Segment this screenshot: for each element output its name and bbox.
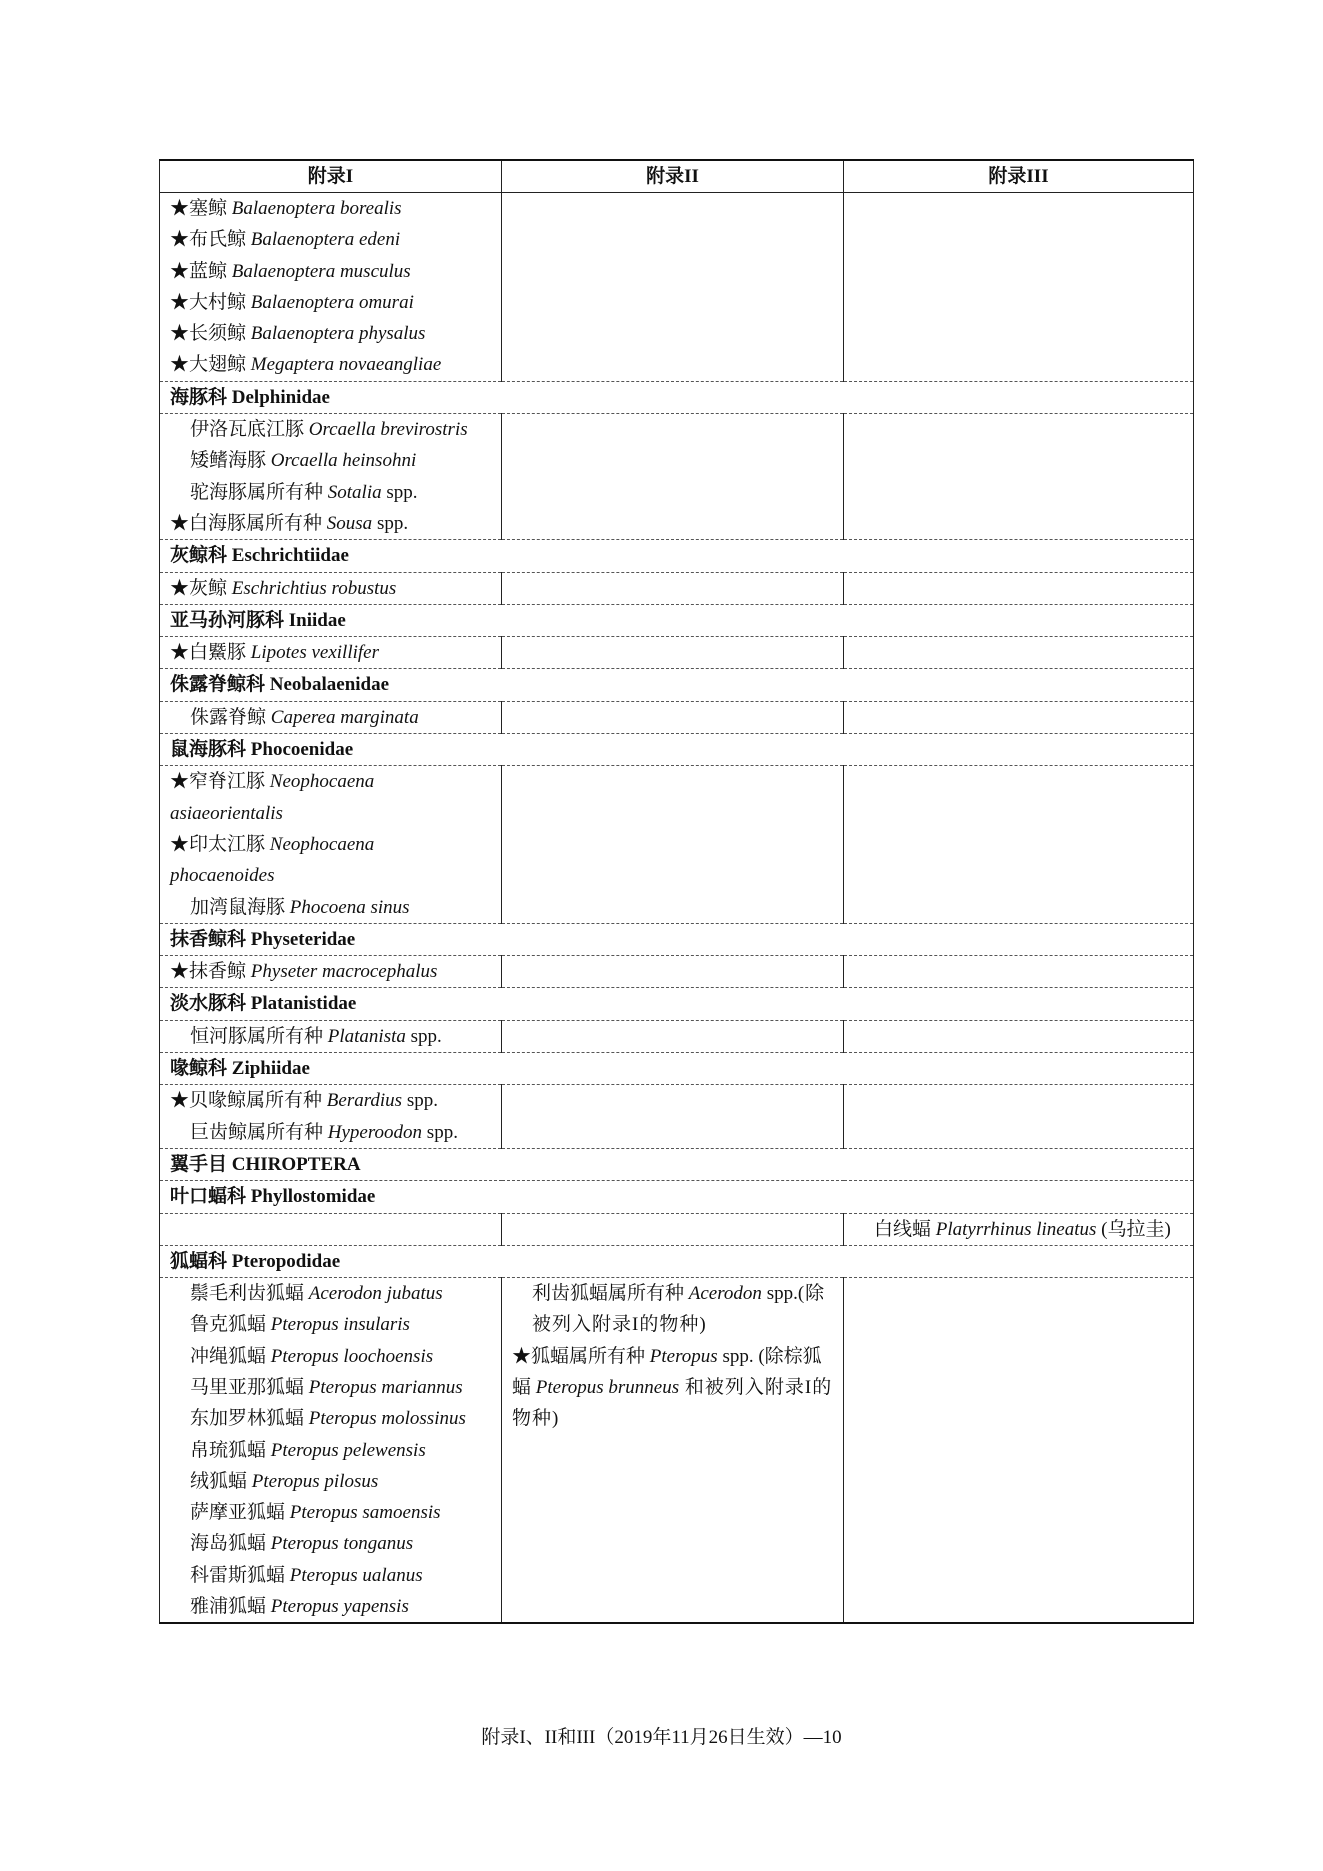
star-icon: ★ <box>170 323 190 345</box>
species-sci-name: Pteropus brunneus <box>535 1376 680 1398</box>
species-sci-name: Orcaella heinsohni <box>270 450 417 472</box>
appendix-3-cell <box>844 1278 1194 1624</box>
family-cn-name: 灰鲸科 <box>170 545 228 567</box>
species-cn-name: 马里亚那狐蝠 <box>190 1376 305 1398</box>
star-icon: ★ <box>170 771 190 793</box>
species-entry <box>170 1528 491 1559</box>
species-sci-name: Pteropus pelewensis <box>270 1439 426 1461</box>
family-latin-name: Neobalaenidae <box>269 674 390 696</box>
family-row <box>160 540 1194 572</box>
appendix-1-cell <box>160 414 502 540</box>
species-row <box>160 956 1194 988</box>
species-entry <box>170 1403 491 1434</box>
species-sci-name: Pteropus <box>649 1345 718 1367</box>
family-heading <box>160 734 1194 766</box>
species-row <box>160 193 1194 382</box>
species-sci-name: Balaenoptera borealis <box>231 198 402 219</box>
species-entry <box>170 573 491 604</box>
appendix-1-cell <box>160 1213 502 1245</box>
species-entry <box>170 349 491 380</box>
species-cn-name: 塞鲸 <box>189 198 228 219</box>
appendix-2-cell <box>502 766 844 923</box>
appendix-1-cell <box>160 701 502 733</box>
family-heading <box>160 1148 1194 1180</box>
species-entry <box>512 1278 833 1341</box>
species-sci-name: Balaenoptera omurai <box>250 291 414 313</box>
appendix-2-cell <box>502 414 844 540</box>
species-entry <box>170 766 491 797</box>
species-sci-name: Pteropus molossinus <box>308 1408 466 1430</box>
appendix-1-cell <box>160 766 502 923</box>
star-icon: ★ <box>170 354 190 376</box>
header-appendix-3: 附录III <box>844 160 1194 193</box>
appendix-1-cell <box>160 1020 502 1052</box>
family-row <box>160 1148 1194 1180</box>
appendix-3-cell <box>844 1020 1194 1052</box>
appendix-1-cell <box>160 1278 502 1624</box>
species-cn-name: 白线蝠 <box>874 1218 932 1240</box>
appendix-2-cell <box>502 1278 844 1624</box>
appendix-1-cell <box>160 572 502 604</box>
species-cn-name: 窄脊江豚 <box>189 771 266 793</box>
species-row <box>160 701 1194 733</box>
appendix-3-cell <box>844 572 1194 604</box>
family-latin-name: Pteropodidae <box>231 1250 341 1272</box>
species-suffix: spp. <box>761 1283 798 1305</box>
appendix-2-cell <box>502 193 844 382</box>
species-entry <box>512 1341 833 1435</box>
species-cn-name: 鬃毛利齿狐蝠 <box>190 1283 305 1305</box>
species-cn-name: 长须鲸 <box>189 323 247 345</box>
species-entry <box>170 798 491 829</box>
family-row <box>160 669 1194 701</box>
species-row <box>160 637 1194 669</box>
species-sci-name: Acerodon <box>688 1283 762 1305</box>
species-entry <box>170 477 491 508</box>
species-cn-name: 加湾鼠海豚 <box>190 896 286 918</box>
family-row <box>160 604 1194 636</box>
family-cn-name: 淡水豚科 <box>170 993 247 1015</box>
species-entry <box>170 256 491 287</box>
family-row <box>160 1181 1194 1213</box>
table-header-row <box>160 160 1194 193</box>
appendix-2-cell <box>502 1020 844 1052</box>
species-sci-name: Phocoena sinus <box>289 896 410 918</box>
family-heading <box>160 1245 1194 1277</box>
species-cn-name: 绒狐蝠 <box>190 1470 248 1492</box>
species-cn-name: 恒河豚属所有种 <box>190 1025 324 1047</box>
appendix-2-cell <box>502 572 844 604</box>
species-entry <box>170 702 491 733</box>
species-entry <box>170 1278 491 1309</box>
species-sci-name: Hyperoodon <box>327 1121 423 1143</box>
species-sci-name: Pteropus yapensis <box>270 1596 409 1618</box>
species-entry <box>170 1341 491 1372</box>
species-suffix: spp. <box>372 512 409 534</box>
star-icon: ★ <box>170 833 190 855</box>
species-entry <box>170 1497 491 1528</box>
appendix-3-cell <box>844 637 1194 669</box>
family-heading <box>160 988 1194 1020</box>
species-entry <box>170 1591 491 1622</box>
species-sci-name: Caperea marginata <box>270 706 419 728</box>
appendix-1-cell <box>160 1085 502 1149</box>
header-appendix-2: 附录II <box>502 160 844 193</box>
family-cn-name: 抹香鲸科 <box>170 928 247 950</box>
species-entry <box>170 318 491 349</box>
species-sci-name: Berardius <box>326 1090 403 1112</box>
family-cn-name: 狐蝠科 <box>170 1250 228 1272</box>
family-latin-name: Eschrichtiidae <box>231 545 349 567</box>
appendix-2-cell <box>502 956 844 988</box>
header-appendix-1: 附录I <box>160 160 502 193</box>
species-cn-name: 白鱀豚 <box>189 642 247 664</box>
family-row <box>160 988 1194 1020</box>
species-sci-name: Pteropus loochoensis <box>270 1345 434 1367</box>
species-sci-name: Lipotes vexillifer <box>250 642 380 664</box>
appendix-3-cell <box>844 956 1194 988</box>
species-sci-name: Pteropus mariannus <box>308 1376 463 1398</box>
species-entry <box>170 1117 491 1148</box>
species-entry <box>170 1372 491 1403</box>
appendix-3-cell <box>844 766 1194 923</box>
family-row <box>160 734 1194 766</box>
species-note: 和被列入附录I的物种) <box>512 1376 833 1430</box>
species-cn-name: 海岛狐蝠 <box>190 1533 267 1555</box>
family-row <box>160 1245 1194 1277</box>
species-suffix: (乌拉圭) <box>1096 1218 1171 1240</box>
star-icon: ★ <box>170 512 190 534</box>
species-cn-name: 侏露脊鲸 <box>190 706 267 728</box>
species-suffix: spp. <box>422 1121 458 1143</box>
species-sci-name: Neophocaena <box>269 771 375 793</box>
family-heading <box>160 604 1194 636</box>
species-sci-name: Balaenoptera musculus <box>231 260 411 282</box>
species-sci-name: asiaeorientalis <box>170 802 283 824</box>
star-icon: ★ <box>170 1090 190 1112</box>
family-heading <box>160 540 1194 572</box>
species-row <box>160 1278 1194 1624</box>
species-sci-name: phocaenoides <box>170 865 275 887</box>
species-cn-name: 巨齿鲸属所有种 <box>190 1121 324 1143</box>
family-cn-name: 叶口蝠科 <box>170 1186 247 1208</box>
family-latin-name: Phocoenidae <box>250 739 354 761</box>
family-cn-name: 亚马孙河豚科 <box>170 609 285 631</box>
species-sci-name: Orcaella brevirostris <box>308 419 468 441</box>
species-cn-name: 大翅鲸 <box>189 354 247 376</box>
species-sci-name: Pteropus ualanus <box>289 1564 423 1586</box>
family-row <box>160 381 1194 413</box>
appendix-1-cell <box>160 956 502 988</box>
star-icon: ★ <box>512 1345 532 1367</box>
species-entry <box>854 1214 1183 1245</box>
species-sci-name: Sousa <box>326 512 373 534</box>
species-sci-name: Pteropus samoensis <box>289 1502 441 1524</box>
species-sci-name: Balaenoptera edeni <box>250 229 401 251</box>
family-latin-name: Platanistidae <box>250 993 357 1015</box>
star-icon: ★ <box>170 961 190 983</box>
species-entry <box>170 892 491 923</box>
species-sci-name: Pteropus pilosus <box>251 1470 379 1492</box>
appendix-2-cell <box>502 1085 844 1149</box>
species-cn-name: 科雷斯狐蝠 <box>190 1564 286 1586</box>
appendix-2-cell <box>502 701 844 733</box>
family-latin-name: Physeteridae <box>250 928 356 950</box>
species-sci-name: Balaenoptera physalus <box>250 323 426 345</box>
species-sci-name: Platanista <box>327 1025 406 1047</box>
species-cn-name: 贝喙鲸属所有种 <box>189 1090 323 1112</box>
species-cn-name: 布氏鲸 <box>189 229 247 251</box>
species-cn-name: 鲁克狐蝠 <box>190 1314 267 1336</box>
species-entry <box>170 860 491 891</box>
species-sci-name: Acerodon jubatus <box>308 1283 443 1305</box>
species-entry <box>170 1085 491 1116</box>
species-entry <box>170 637 491 668</box>
species-sci-name: Eschrichtius robustus <box>231 577 397 599</box>
species-entry <box>170 193 491 224</box>
species-row <box>160 1213 1194 1245</box>
species-sci-name: Neophocaena <box>269 833 375 855</box>
species-entry <box>170 287 491 318</box>
page-footer: 附录I、II和III（2019年11月26日生效）—10 <box>481 1727 842 1748</box>
family-latin-name: Ziphiidae <box>231 1058 310 1080</box>
species-row <box>160 766 1194 923</box>
species-sci-name: Pteropus tonganus <box>270 1533 414 1555</box>
species-entry <box>170 1309 491 1340</box>
species-row <box>160 414 1194 540</box>
species-entry <box>170 445 491 476</box>
species-row <box>160 1020 1194 1052</box>
species-row <box>160 1085 1194 1149</box>
star-icon: ★ <box>170 291 190 313</box>
species-entry <box>170 956 491 987</box>
family-cn-name: 海豚科 <box>170 386 228 408</box>
species-entry <box>170 829 491 860</box>
species-cn-name: 印太江豚 <box>189 833 266 855</box>
species-suffix: spp. <box>405 1025 442 1047</box>
species-cn-name: 灰鲸 <box>189 577 228 599</box>
species-cn-name: 抹香鲸 <box>189 961 247 983</box>
family-heading <box>160 669 1194 701</box>
species-sci-name: Platyrrhinus lineatus <box>935 1218 1097 1240</box>
species-entry <box>170 508 491 539</box>
family-heading <box>160 1181 1194 1213</box>
appendix-1-cell <box>160 193 502 382</box>
family-row <box>160 923 1194 955</box>
star-icon: ★ <box>170 260 190 282</box>
family-cn-name: 鼠海豚科 <box>170 739 247 761</box>
appendix-3-cell <box>844 193 1194 382</box>
appendix-table <box>159 159 1194 1624</box>
species-cn-name: 大村鲸 <box>189 291 247 313</box>
species-cn-name: 冲绳狐蝠 <box>190 1345 267 1367</box>
family-heading <box>160 923 1194 955</box>
appendix-3-cell <box>844 414 1194 540</box>
species-suffix: spp. (除棕狐蝠 <box>512 1345 822 1398</box>
species-row <box>160 572 1194 604</box>
star-icon: ★ <box>170 198 190 219</box>
star-icon: ★ <box>170 577 190 599</box>
species-entry <box>170 1435 491 1466</box>
family-heading <box>160 1053 1194 1085</box>
appendix-2-cell <box>502 637 844 669</box>
family-cn-name: 喙鲸科 <box>170 1058 228 1080</box>
family-heading <box>160 381 1194 413</box>
appendix-3-cell <box>844 701 1194 733</box>
appendix-3-cell <box>844 1085 1194 1149</box>
star-icon: ★ <box>170 229 190 251</box>
species-note: (除被列入附录I的物种) <box>532 1283 826 1336</box>
species-cn-name: 驼海豚属所有种 <box>190 481 324 503</box>
species-suffix: spp. <box>402 1090 438 1112</box>
species-entry <box>170 224 491 255</box>
species-entry <box>170 1466 491 1497</box>
family-latin-name: CHIROPTERA <box>231 1153 361 1175</box>
family-latin-name: Delphinidae <box>231 386 330 408</box>
species-cn-name: 萨摩亚狐蝠 <box>190 1502 286 1524</box>
species-cn-name: 矮鳍海豚 <box>190 450 267 472</box>
species-sci-name: Megaptera novaeangliae <box>250 354 442 376</box>
species-sci-name: Pteropus insularis <box>270 1314 410 1336</box>
appendix-3-cell <box>844 1213 1194 1245</box>
species-cn-name: 伊洛瓦底江豚 <box>190 419 305 441</box>
appendix-2-cell <box>502 1213 844 1245</box>
species-cn-name: 东加罗林狐蝠 <box>190 1408 305 1430</box>
species-suffix: spp. <box>381 481 418 503</box>
star-icon: ★ <box>170 642 190 664</box>
species-cn-name: 蓝鲸 <box>189 260 228 282</box>
table-body <box>160 193 1194 1624</box>
species-sci-name: Sotalia <box>327 481 382 503</box>
species-entry <box>170 414 491 445</box>
family-latin-name: Iniidae <box>288 609 346 631</box>
species-cn-name: 利齿狐蝠属所有种 <box>532 1283 685 1305</box>
family-row <box>160 1053 1194 1085</box>
species-cn-name: 帛琉狐蝠 <box>190 1439 267 1461</box>
family-cn-name: 侏露脊鲸科 <box>170 674 266 696</box>
appendix-1-cell <box>160 637 502 669</box>
species-cn-name: 狐蝠属所有种 <box>531 1345 646 1367</box>
species-entry <box>170 1560 491 1591</box>
family-latin-name: Phyllostomidae <box>250 1186 376 1208</box>
species-entry <box>170 1021 491 1052</box>
family-cn-name: 翼手目 <box>170 1153 228 1175</box>
species-cn-name: 白海豚属所有种 <box>189 512 323 534</box>
species-sci-name: Physeter macrocephalus <box>250 961 438 983</box>
species-cn-name: 雅浦狐蝠 <box>190 1596 267 1618</box>
